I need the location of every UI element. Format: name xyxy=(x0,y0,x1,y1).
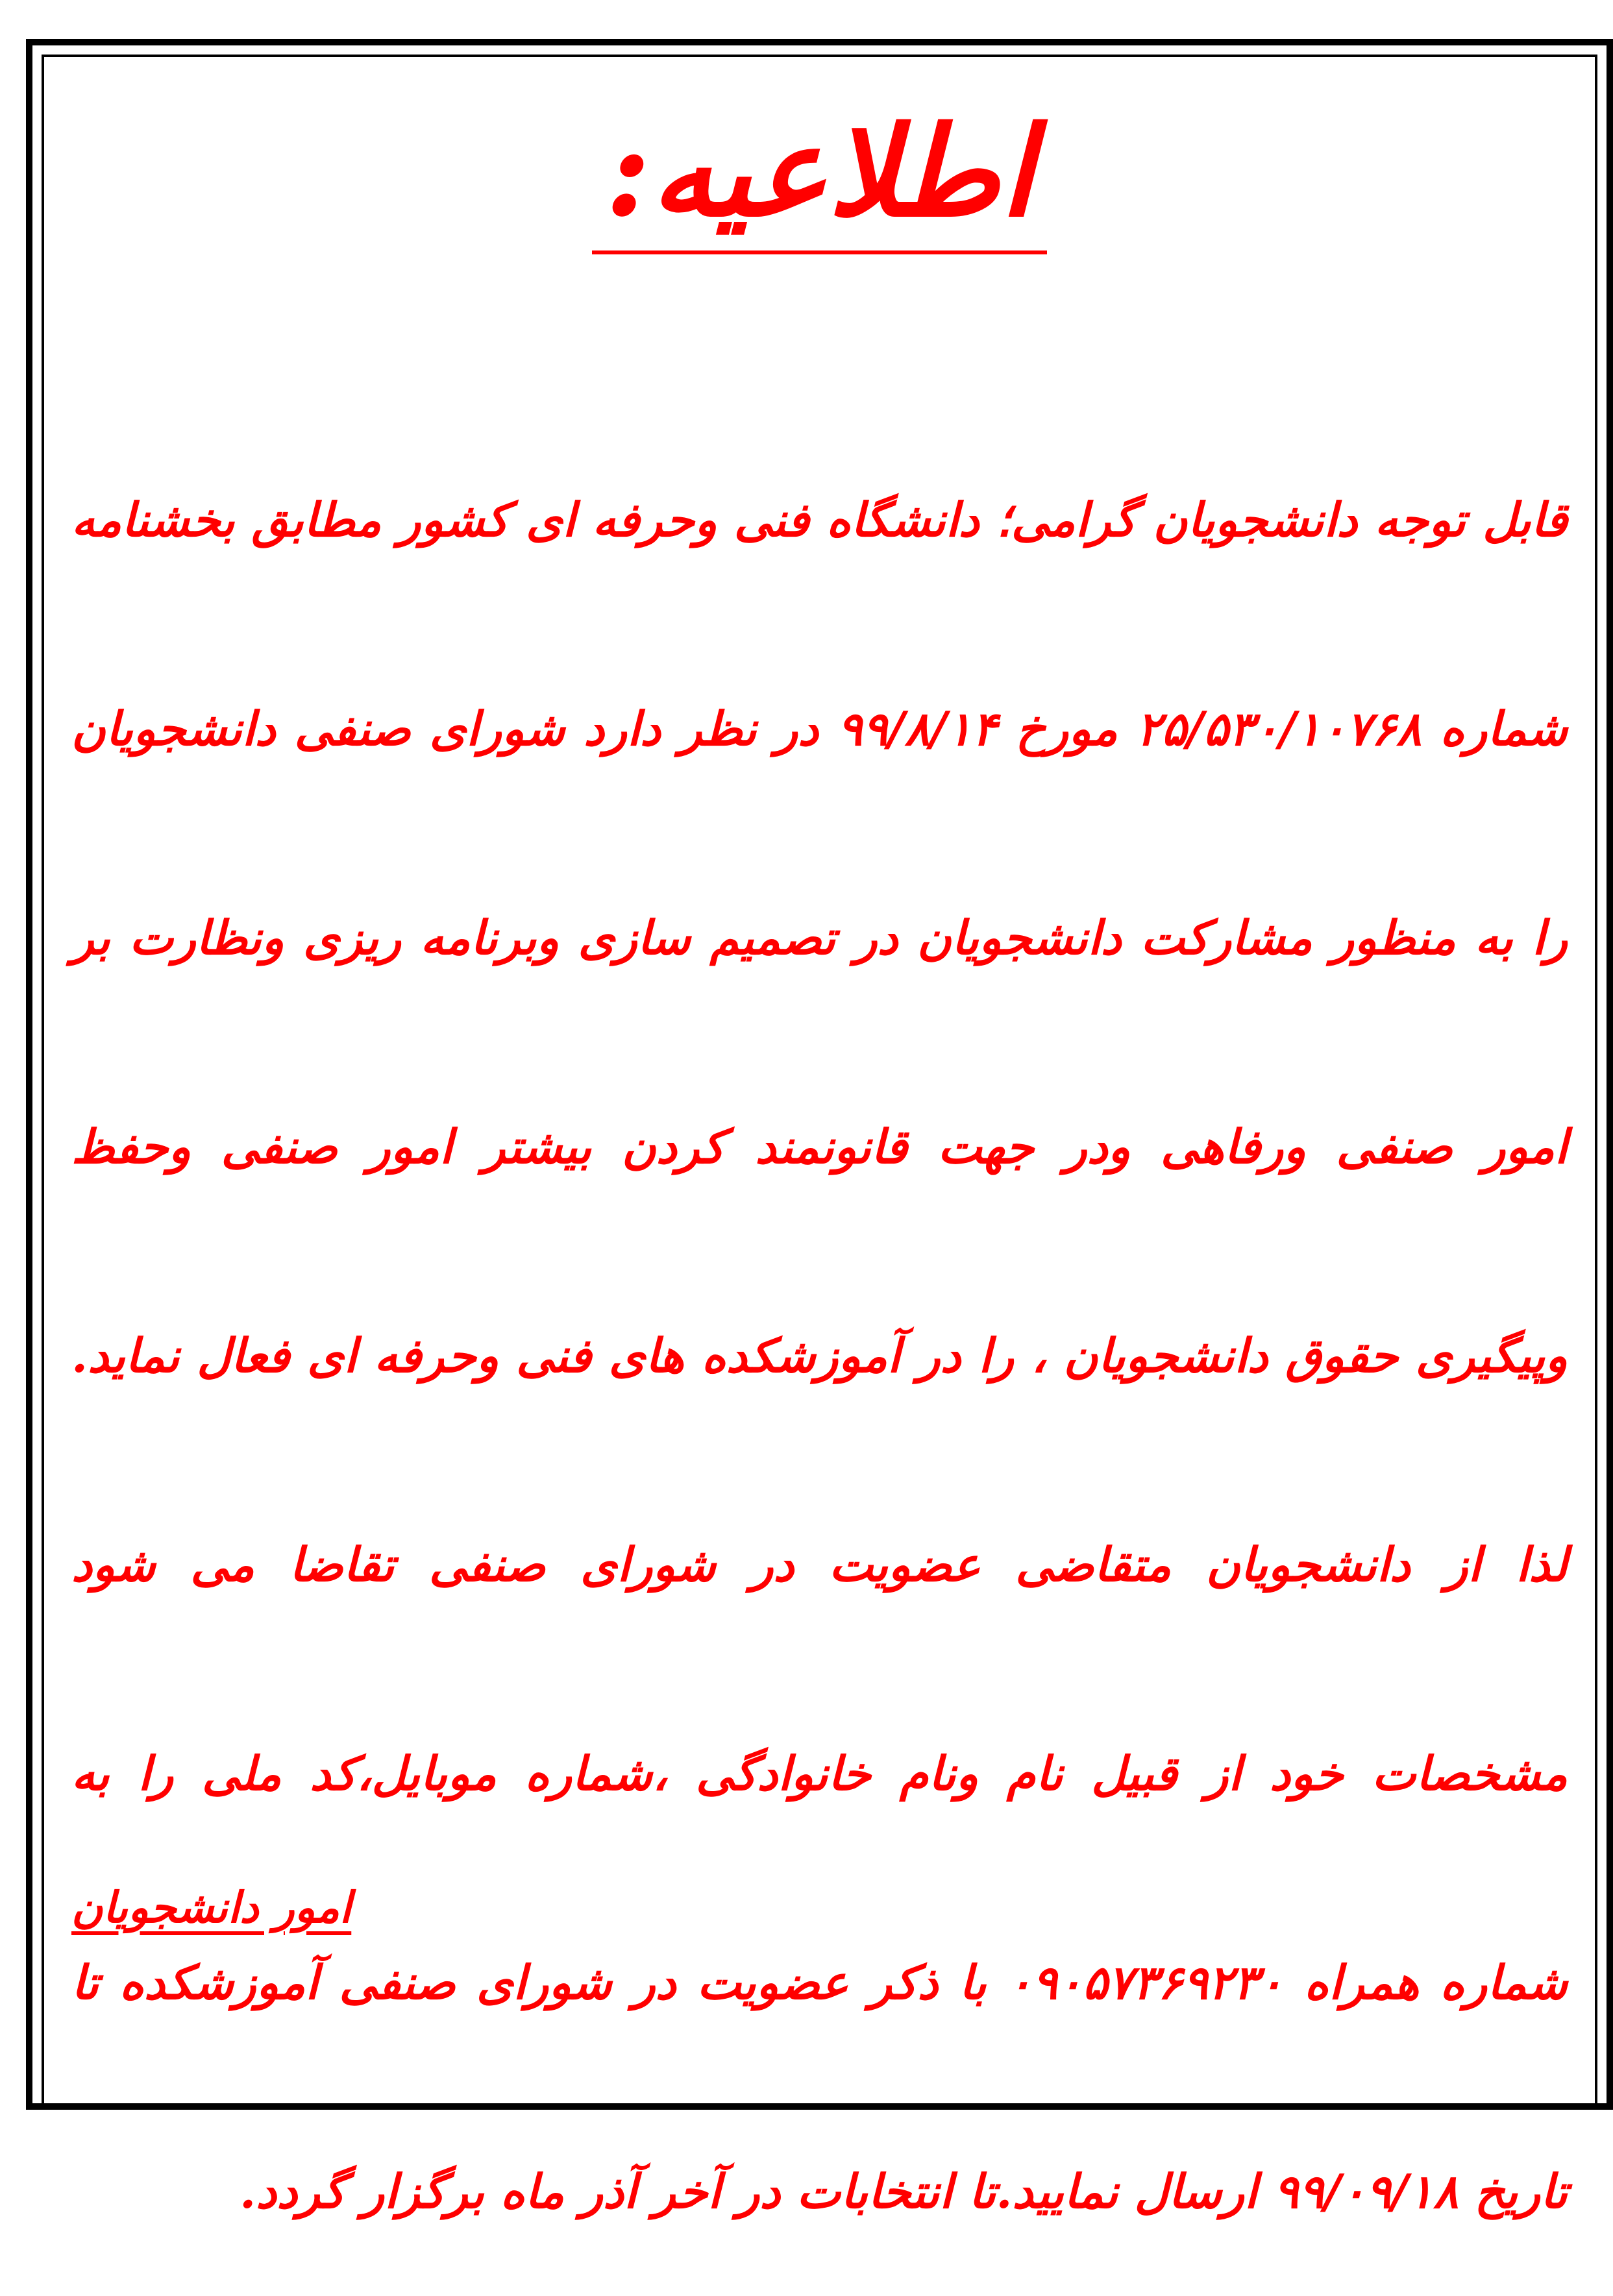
notice-signature: امور دانشجویان xyxy=(71,1882,352,1933)
notice-title-text: اطلاعیه: xyxy=(592,99,1046,254)
notice-title xyxy=(32,99,1607,244)
notice-body: قابل توجه دانشجویان گرامی؛ دانشگاه فنی وحرفه ای کشور مطابق بخشنامه شماره ۲۵/۵۳۰/۱۰۷۶۸ مورخ ۹۹/۸/۱۴ در نظر دارد شورای صنفی دانشجویان را به منظور مشارکت دانشجویان در تصمیم سازی وبرنامه ریزی ونظارت بر امور صنفی ورفاهی ودر جهت قانونمند کردن بیشتر امور صنفی وحفظ وپیگیری حقوق دانشجویان ، را در آموزشکده های فنی وحرفه ای فعال نماید. لذا از دانشجویان متقاضی عضویت در شورای صنفی تقاضا می شود مشخصات خود از قبیل نام ونام خانوادگی ،شماره موبایل،کد ملی را به شماره همراه ۰۹۰۵۷۳۶۹۲۳۰ با ذکر عضویت در شورای صنفی آموزشکده تا تاریخ ۹۹/۰۹/۱۸ ارسال نمایید.تا انتخابات در آخر آذر ماه برگزار گردد. xyxy=(71,492,1568,2219)
page-frame xyxy=(26,39,1613,2219)
